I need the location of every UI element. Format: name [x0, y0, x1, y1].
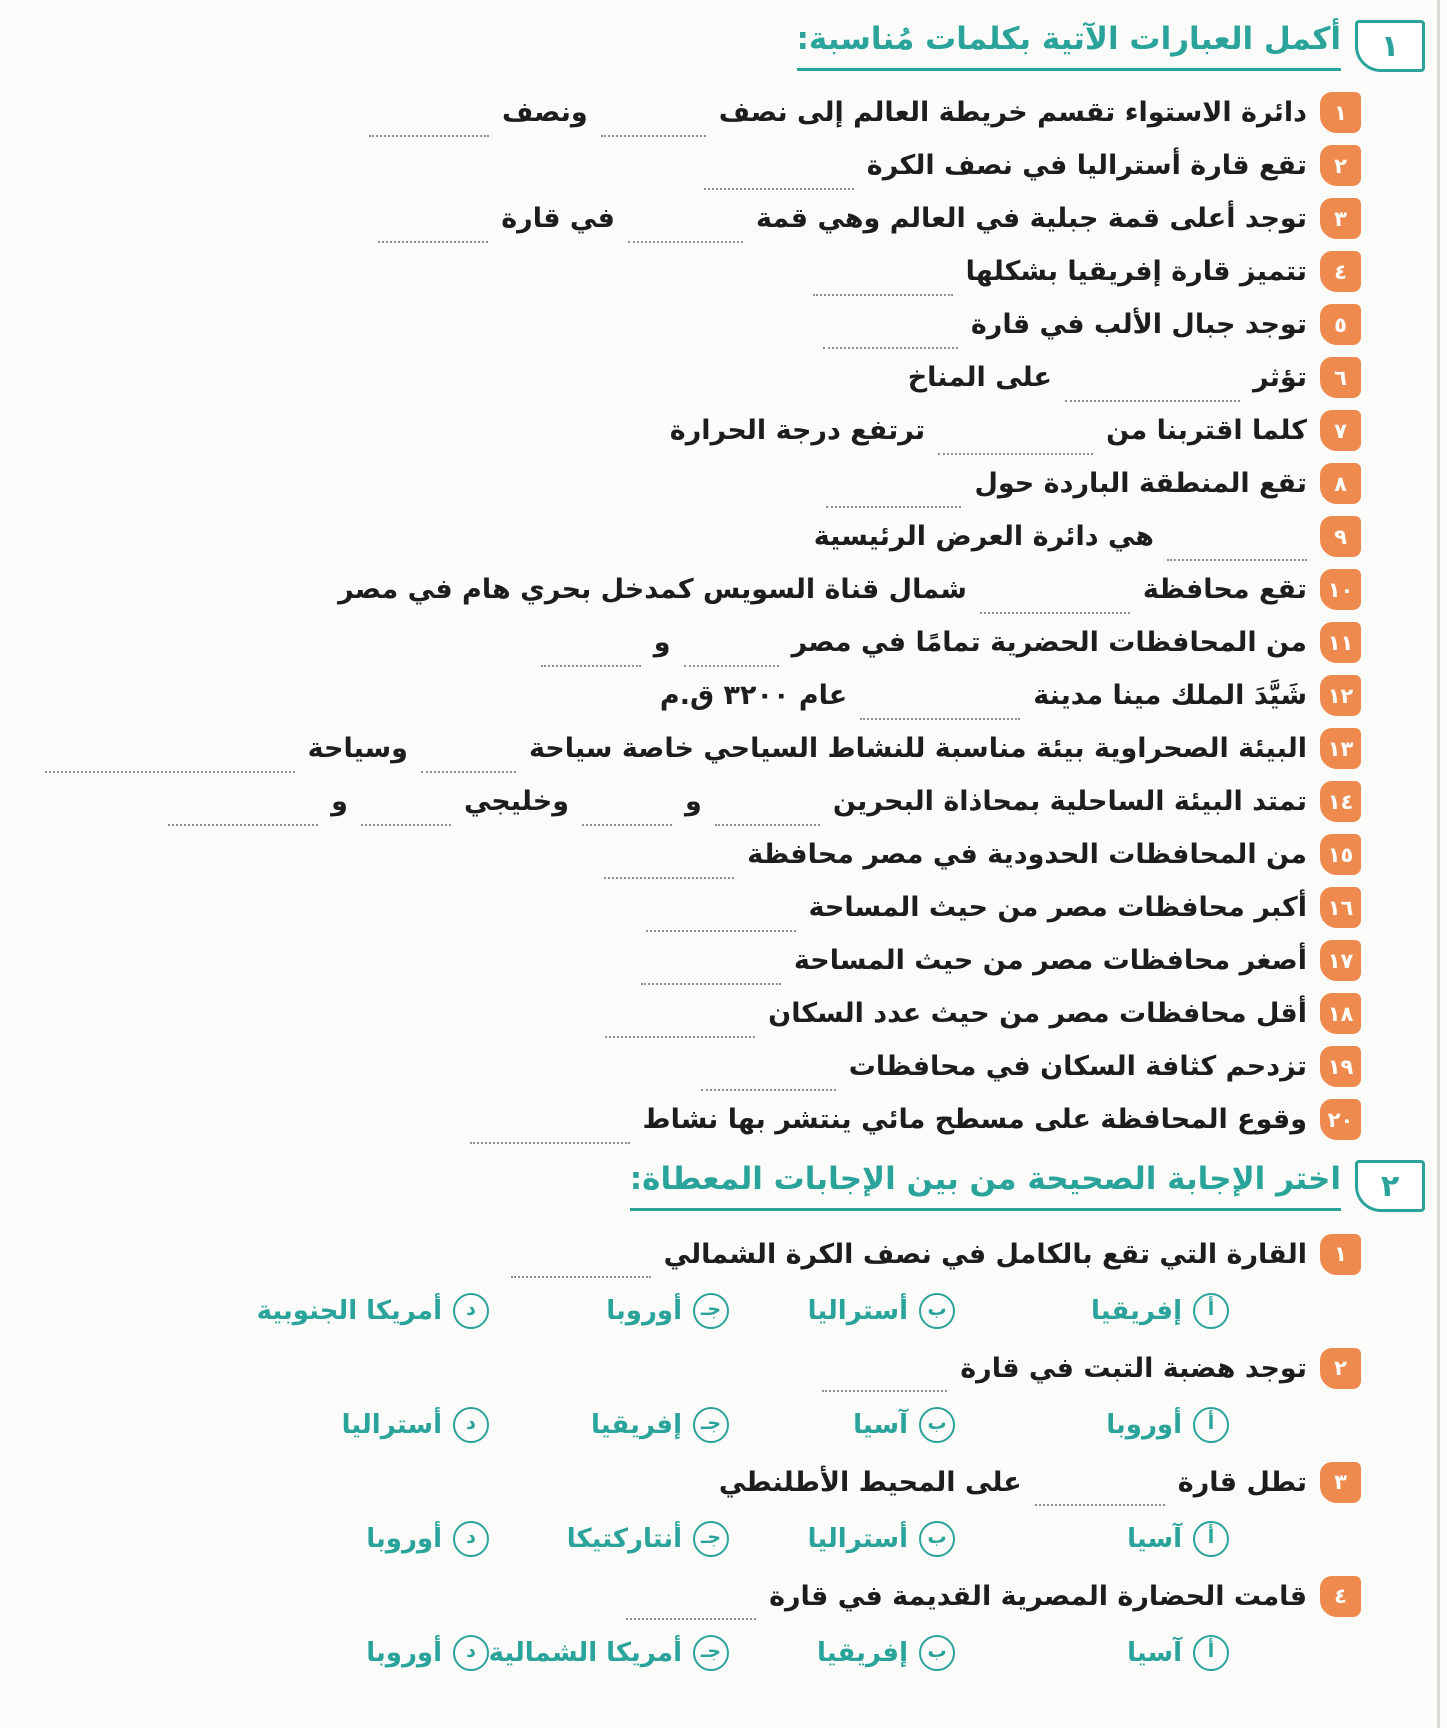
option-choice[interactable]	[955, 1407, 1229, 1443]
option-choice[interactable]	[26, 1407, 489, 1443]
question-text: قامت الحضارة المصرية القديمة في قارة	[769, 1580, 1307, 1612]
question-text: تقع محافظة	[1142, 574, 1307, 605]
question-number-badge: ٥	[1320, 304, 1361, 345]
question-text: تمتد البيئة الساحلية بمحاذاة البحرين	[832, 786, 1307, 817]
option-choice[interactable]	[26, 1635, 489, 1671]
answer-blank[interactable]	[369, 105, 489, 137]
answer-blank[interactable]	[641, 953, 781, 985]
option-label: آسيا	[1127, 1524, 1182, 1554]
question-row	[26, 245, 1425, 298]
question-number-badge: ٣	[1320, 1462, 1361, 1503]
question-row	[26, 1040, 1425, 1093]
answer-blank[interactable]	[628, 211, 743, 243]
answer-blank[interactable]	[823, 317, 958, 349]
mcq-question-list	[26, 1226, 1425, 1682]
question-text: توجد جبال الألب في قارة	[970, 309, 1307, 340]
question-text: تقع المنطقة الباردة حول	[974, 468, 1307, 499]
question-number-badge: ١٧	[1320, 940, 1361, 981]
option-letter-circle: ب	[919, 1407, 955, 1443]
option-label: أنتاركتيكا	[566, 1524, 682, 1554]
option-letter-circle: جـ	[693, 1293, 729, 1329]
section-header	[26, 20, 1425, 72]
option-letter-circle: أ	[1193, 1521, 1229, 1557]
question-text: ونصف	[502, 97, 588, 128]
answer-blank[interactable]	[646, 900, 796, 932]
page-edge-line	[1437, 0, 1440, 1728]
question-row	[26, 1340, 1425, 1396]
question-row	[26, 192, 1425, 245]
option-label: أمريكا الشمالية	[488, 1638, 682, 1668]
question-number-badge: ١٠	[1320, 569, 1361, 610]
answer-blank[interactable]	[45, 741, 295, 773]
option-choice[interactable]	[955, 1521, 1229, 1557]
question-number-badge: ٧	[1320, 410, 1361, 451]
question-number-badge: ١	[1320, 1234, 1361, 1275]
question-row	[26, 775, 1425, 828]
question-row	[26, 563, 1425, 616]
answer-blank[interactable]	[605, 1006, 755, 1038]
question-text: من المحافظات الحضرية تمامًا في مصر	[791, 627, 1307, 658]
question-text: أصغر محافظات مصر من حيث المساحة	[793, 945, 1307, 976]
question-text: شمال قناة السويس كمدخل بحري هام في مصر	[338, 574, 967, 605]
question-text: تطل قارة	[1177, 1466, 1307, 1498]
option-choice[interactable]	[26, 1293, 489, 1329]
question-number-badge: ٤	[1320, 1576, 1361, 1617]
question-number-badge: ٢٠	[1320, 1099, 1361, 1140]
option-choice[interactable]	[729, 1293, 955, 1329]
question-number-badge: ٢	[1320, 145, 1361, 186]
option-letter-circle: جـ	[693, 1635, 729, 1671]
question-row	[26, 616, 1425, 669]
option-label: آسيا	[853, 1410, 908, 1440]
question-text: تؤثر	[1253, 362, 1307, 393]
question-number-badge: ١٦	[1320, 887, 1361, 928]
option-label: أمريكا الجنوبية	[256, 1296, 442, 1326]
answer-blank[interactable]	[704, 158, 854, 190]
answer-blank[interactable]	[715, 794, 820, 826]
question-number-badge: ١٩	[1320, 1046, 1361, 1087]
options-row	[26, 1624, 1425, 1682]
question-row	[26, 298, 1425, 351]
question-number-badge: ١١	[1320, 622, 1361, 663]
option-label: أستراليا	[807, 1524, 908, 1554]
question-row	[26, 139, 1425, 192]
question-number-badge: ١٢	[1320, 675, 1361, 716]
answer-blank[interactable]	[813, 264, 953, 296]
question-row	[26, 510, 1425, 563]
option-label: أستراليا	[341, 1410, 442, 1440]
option-letter-circle: ب	[919, 1521, 955, 1557]
question-text: عام ٣٢٠٠ ق.م	[659, 680, 848, 711]
answer-blank[interactable]	[511, 1246, 651, 1278]
option-letter-circle: د	[453, 1635, 489, 1671]
option-choice[interactable]	[955, 1293, 1229, 1329]
question-text: في قارة	[501, 203, 615, 234]
question-text: كلما اقتربنا من	[1106, 415, 1307, 446]
answer-blank[interactable]	[626, 1588, 756, 1620]
option-letter-circle: أ	[1193, 1635, 1229, 1671]
question-text: القارة التي تقع بالكامل في نصف الكرة الشمالي	[663, 1238, 1307, 1270]
question-row	[26, 351, 1425, 404]
option-choice[interactable]	[729, 1407, 955, 1443]
answer-blank[interactable]	[604, 847, 734, 879]
question-row	[26, 1226, 1425, 1282]
option-letter-circle: ب	[919, 1293, 955, 1329]
answer-blank[interactable]	[684, 635, 779, 667]
question-number-badge: ٦	[1320, 357, 1361, 398]
question-text: وسياحة	[307, 733, 408, 764]
answer-blank[interactable]	[470, 1112, 630, 1144]
option-letter-circle: جـ	[693, 1521, 729, 1557]
option-choice[interactable]	[26, 1521, 489, 1557]
answer-blank[interactable]	[421, 741, 516, 773]
question-text: توجد أعلى قمة جبلية في العالم وهي قمة	[755, 203, 1307, 234]
question-row	[26, 987, 1425, 1040]
option-letter-circle: أ	[1193, 1407, 1229, 1443]
answer-blank[interactable]	[168, 794, 318, 826]
option-label: إفريقيا	[817, 1638, 908, 1668]
question-text: أكبر محافظات مصر من حيث المساحة	[808, 892, 1307, 923]
question-number-badge: ٨	[1320, 463, 1361, 504]
section-title: أكمل العبارات الآتية بكلمات مُناسبة:	[797, 20, 1341, 71]
question-text: تزدحم كثافة السكان في محافظات	[848, 1051, 1307, 1082]
question-text: دائرة الاستواء تقسم خريطة العالم إلى نصف	[718, 97, 1307, 128]
question-text: أقل محافظات مصر من حيث عدد السكان	[768, 998, 1307, 1029]
option-choice[interactable]	[955, 1635, 1229, 1671]
question-text: على المناخ	[907, 362, 1052, 393]
option-label: أوروبا	[1106, 1410, 1182, 1440]
section-title: اختر الإجابة الصحيحة من بين الإجابات المعطاة:	[630, 1160, 1341, 1211]
option-letter-circle: جـ	[693, 1407, 729, 1443]
option-choice[interactable]	[489, 1293, 729, 1329]
option-label: إفريقيا	[1091, 1296, 1182, 1326]
question-row	[26, 1093, 1425, 1146]
question-number-badge: ١٤	[1320, 781, 1361, 822]
question-text: تتميز قارة إفريقيا بشكلها	[965, 256, 1307, 287]
section-header	[26, 1160, 1425, 1212]
option-letter-circle: د	[453, 1407, 489, 1443]
question-row	[26, 457, 1425, 510]
option-label: أوروبا	[366, 1524, 442, 1554]
fill-question-list	[26, 86, 1425, 1146]
question-row	[26, 86, 1425, 139]
option-label: آسيا	[1127, 1638, 1182, 1668]
question-number-badge: ١٨	[1320, 993, 1361, 1034]
question-text: على المحيط الأطلنطي	[718, 1466, 1022, 1498]
answer-blank[interactable]	[582, 794, 672, 826]
answer-blank[interactable]	[822, 1360, 947, 1392]
option-label: أوروبا	[606, 1296, 682, 1326]
answer-blank[interactable]	[601, 105, 706, 137]
question-text: توجد هضبة التبت في قارة	[960, 1352, 1307, 1384]
answer-blank[interactable]	[701, 1059, 836, 1091]
option-letter-circle: ب	[919, 1635, 955, 1671]
options-row	[26, 1282, 1425, 1340]
question-number-badge: ٩	[1320, 516, 1361, 557]
option-choice[interactable]	[729, 1635, 955, 1671]
question-number-badge: ١٣	[1320, 728, 1361, 769]
answer-blank[interactable]	[938, 423, 1093, 455]
section-fill-in	[26, 20, 1425, 1146]
question-text: البيئة الصحراوية بيئة مناسبة للنشاط السياحي خاصة سياحة	[528, 733, 1307, 764]
question-text: من المحافظات الحدودية في مصر محافظة	[747, 839, 1307, 870]
question-row	[26, 722, 1425, 775]
question-text: وخليجي	[463, 786, 570, 817]
answer-blank[interactable]	[541, 635, 641, 667]
section-number-box: ٢	[1355, 1160, 1425, 1212]
question-row	[26, 1568, 1425, 1624]
option-letter-circle: د	[453, 1521, 489, 1557]
answer-blank[interactable]	[1035, 1474, 1165, 1506]
question-text: تقع قارة أستراليا في نصف الكرة	[866, 150, 1307, 181]
answer-blank[interactable]	[980, 582, 1130, 614]
question-text: و	[653, 627, 671, 658]
options-row	[26, 1396, 1425, 1454]
question-row	[26, 934, 1425, 987]
question-row	[26, 669, 1425, 722]
question-text: ترتفع درجة الحرارة	[669, 415, 926, 446]
section-number-box: ١	[1355, 20, 1425, 72]
option-letter-circle: د	[453, 1293, 489, 1329]
question-text: هي دائرة العرض الرئيسية	[813, 521, 1154, 552]
question-row	[26, 1454, 1425, 1510]
question-number-badge: ١	[1320, 92, 1361, 133]
question-number-badge: ٣	[1320, 198, 1361, 239]
question-row	[26, 881, 1425, 934]
answer-blank[interactable]	[361, 794, 451, 826]
answer-blank[interactable]	[1065, 370, 1240, 402]
option-label: أوروبا	[366, 1638, 442, 1668]
option-choice[interactable]	[489, 1521, 729, 1557]
question-number-badge: ٢	[1320, 1348, 1361, 1389]
answer-blank[interactable]	[826, 476, 961, 508]
option-choice[interactable]	[489, 1407, 729, 1443]
option-choice[interactable]	[729, 1521, 955, 1557]
question-text: شَيَّدَ الملك مينا مدينة	[1033, 680, 1307, 711]
option-choice[interactable]	[489, 1635, 729, 1671]
option-label: إفريقيا	[591, 1410, 682, 1440]
option-letter-circle: أ	[1193, 1293, 1229, 1329]
answer-blank[interactable]	[1167, 529, 1307, 561]
question-text: و	[685, 786, 702, 817]
section-mcq	[26, 1160, 1425, 1682]
question-text: وقوع المحافظة على مسطح مائي ينتشر بها نشاط	[642, 1104, 1307, 1135]
answer-blank[interactable]	[378, 211, 488, 243]
options-row	[26, 1510, 1425, 1568]
question-row	[26, 404, 1425, 457]
question-text: و	[331, 786, 348, 817]
question-row	[26, 828, 1425, 881]
question-number-badge: ١٥	[1320, 834, 1361, 875]
question-number-badge: ٤	[1320, 251, 1361, 292]
option-label: أستراليا	[807, 1296, 908, 1326]
answer-blank[interactable]	[860, 688, 1020, 720]
